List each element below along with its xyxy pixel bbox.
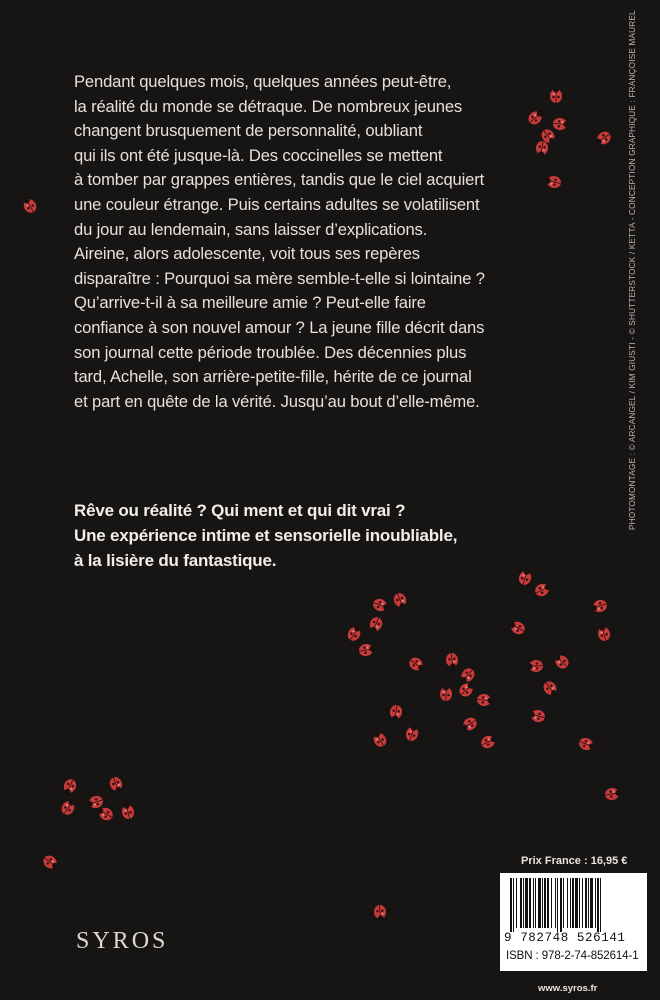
ladybug-icon bbox=[20, 195, 39, 215]
blurb-line: Aireine, alors adolescente, voit tous ses repères bbox=[74, 244, 420, 264]
ladybug-icon bbox=[407, 655, 427, 674]
isbn-number: ISBN : 978-2-74-852614-1 bbox=[506, 950, 639, 962]
ladybug-icon bbox=[445, 652, 459, 670]
ladybug-icon bbox=[61, 777, 79, 797]
ladybug-icon bbox=[457, 666, 477, 686]
blurb-line: tard, Achelle, son arrière-petite-fille, hérite de ce journal bbox=[74, 367, 472, 387]
blurb-line: son journal cette période troublée. Des décennies plus bbox=[74, 342, 467, 362]
ladybug-icon bbox=[551, 651, 571, 671]
ladybug-icon bbox=[457, 679, 477, 699]
ladybug-icon bbox=[370, 729, 389, 749]
ladybug-icon bbox=[479, 732, 499, 750]
price-label: Prix France : 16,95 € bbox=[521, 855, 628, 867]
blurb-line: une couleur étrange. Puis certains adultes se volatilisent bbox=[74, 194, 480, 214]
ladybug-icon bbox=[577, 736, 597, 753]
blurb-line: changent brusquement de personnalité, oubliant bbox=[74, 121, 423, 141]
tagline-line: à la lisière du fantastique. bbox=[74, 551, 277, 570]
ladybug-icon bbox=[527, 708, 546, 723]
ladybug-icon bbox=[593, 129, 613, 148]
ladybug-icon bbox=[440, 684, 452, 701]
ladybug-icon bbox=[526, 660, 543, 673]
barcode-digits: 9 782748 526141 bbox=[504, 931, 626, 945]
ladybug-icon bbox=[477, 693, 494, 706]
barcode-panel bbox=[500, 873, 647, 971]
ladybug-icon bbox=[373, 904, 387, 922]
ladybug-icon bbox=[533, 580, 553, 598]
blurb-line: disparaître : Pourquoi sa mère semble-t-elle si lointaine ? bbox=[74, 268, 485, 288]
ladybug-icon bbox=[345, 623, 364, 643]
photo-credit: PHOTOMONTAGE : © ARCANGEL / KIM GIUSTI - © SHUTTERSTOCK / KETTA - CONCEPTION GRAPHIQUE : FRANÇOISE MAUREL bbox=[628, 10, 637, 530]
tagline bbox=[74, 498, 544, 573]
blurb-line: confiance à son nouvel amour ? La jeune fille décrit dans bbox=[74, 317, 485, 337]
ladybug-icon bbox=[120, 801, 136, 820]
ladybug-icon bbox=[541, 679, 561, 699]
ladybug-icon bbox=[507, 618, 527, 636]
barcode bbox=[510, 878, 638, 932]
ladybug-icon bbox=[371, 597, 391, 614]
ladybug-icon bbox=[41, 853, 61, 873]
ladybug-icon bbox=[389, 704, 403, 722]
blurb-line: Qu’arrive-t-il à sa meilleure amie ? Peut-elle faire bbox=[74, 293, 426, 313]
blurb-line: qui ils ont été jusque-là. Des coccinelles se mettent bbox=[74, 145, 443, 165]
blurb-text bbox=[74, 70, 560, 414]
ladybug-icon bbox=[358, 642, 376, 657]
ladybug-icon bbox=[367, 615, 385, 635]
blurb-line: la réalité du monde se détraque. De nombreux jeunes bbox=[74, 96, 463, 116]
blurb-line: du jour au lendemain, sans laisser d’explications. bbox=[74, 219, 428, 239]
publisher-website: www.syros.fr bbox=[538, 983, 598, 994]
blurb-line: Pendant quelques mois, quelques années peut-être, bbox=[74, 72, 452, 91]
tagline-line: Rêve ou réalité ? Qui ment et qui dit vrai ? bbox=[74, 501, 406, 520]
ladybug-icon bbox=[459, 715, 479, 734]
ladybug-icon bbox=[392, 591, 409, 611]
publisher-logo: SYROS bbox=[76, 928, 169, 954]
ladybug-icon bbox=[108, 775, 125, 795]
ladybug-icon bbox=[604, 786, 622, 801]
ladybug-icon bbox=[59, 797, 78, 817]
ladybug-icon bbox=[404, 723, 420, 742]
tagline-line: Une expérience intime et sensorielle inoubliable, bbox=[74, 526, 458, 545]
ladybug-icon bbox=[589, 598, 609, 615]
ladybug-icon bbox=[596, 623, 612, 642]
blurb-line: et part en quête de la vérité. Jusqu’au bout d’elle-même. bbox=[74, 391, 480, 411]
blurb-line: à tomber par grappes entières, tandis que le ciel acquiert bbox=[74, 170, 485, 190]
